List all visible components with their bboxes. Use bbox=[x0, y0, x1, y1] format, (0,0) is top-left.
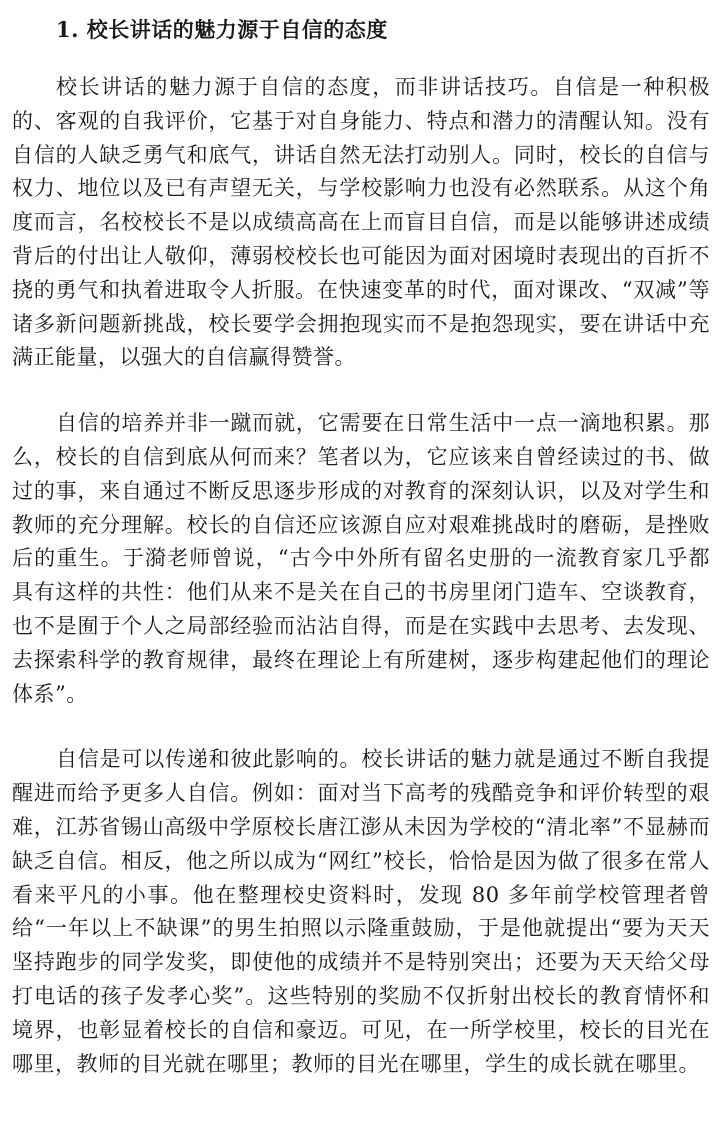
paragraph-1: 校长讲话的魅力源于自信的态度，而非讲话技巧。自信是一种积极的、客观的自我评价，它基于对自身能力、特点和潜力的清醒认知。没有自信的人缺乏勇气和底气，讲话自然无法打动别人。同时，校长的自信与权力、地位以及已有声望无关，与学校影响力也没有必然联系。从这个角度而言，名校校长不是以成绩高高在上而盲目自信，而是以能够讲述成绩背后的付出让人敬仰，薄弱校校长也可能因为面对困境时表现出的百折不挠的勇气和执着进取令人折服。在快速变革的时代，面对课改、“双减”等诸多新问题新挑战，校长要学会拥抱现实而不是抱怨现实，要在讲话中充满正能量，以强大的自信赢得赞誉。 bbox=[12, 75, 710, 370]
document-page bbox=[12, 0, 710, 1081]
section-heading: 1. 校长讲话的魅力源于自信的态度 bbox=[56, 17, 388, 42]
paragraph-3: 自信是可以传递和彼此影响的。校长讲话的魅力就是通过不断自我提醒进而给予更多人自信。例如：面对当下高考的残酷竞争和评价转型的艰难，江苏省锡山高级中学原校长唐江澎从未因为学校的“清北率”不显赫而缺乏自信。相反，他之所以成为“网红”校长，恰恰是因为做了很多在常人看来平凡的小事。他在整理校史资料时，发现 80 多年前学校管理者曾给“一年以上不缺课”的男生拍照以示隆重鼓励，于是他就提出“要为天天坚持跑步的同学发奖，即使他的成绩并不是特别突出；还要为天天给父母打电话的孩子发孝心奖”。这些特别的奖励不仅折射出校长的教育情怀和境界，也彰显着校长的自信和豪迈。可见，在一所学校里，校长的目光在哪里，教师的目光就在哪里；教师的目光在哪里，学生的成长就在哪里。 bbox=[12, 747, 710, 1076]
paragraph-2: 自信的培养并非一蹴而就，它需要在日常生活中一点一滴地积累。那么，校长的自信到底从何而来？笔者以为，它应该来自曾经读过的书、做过的事，来自通过不断反思逐步形成的对教育的深刻认识，以及对学生和教师的充分理解。校长的自信还应该源自应对艰难挑战时的磨砺，是挫败后的重生。于漪老师曾说，“古今中外所有留名史册的一流教育家几乎都具有这样的共性：他们从来不是关在自己的书房里闭门造车、空谈教育，也不是囿于个人之局部经验而沾沾自得，而是在实践中去思考、去发现、去探索科学的教育规律，最终在理论上有所建树，逐步构建起他们的理论体系”。 bbox=[12, 411, 710, 706]
